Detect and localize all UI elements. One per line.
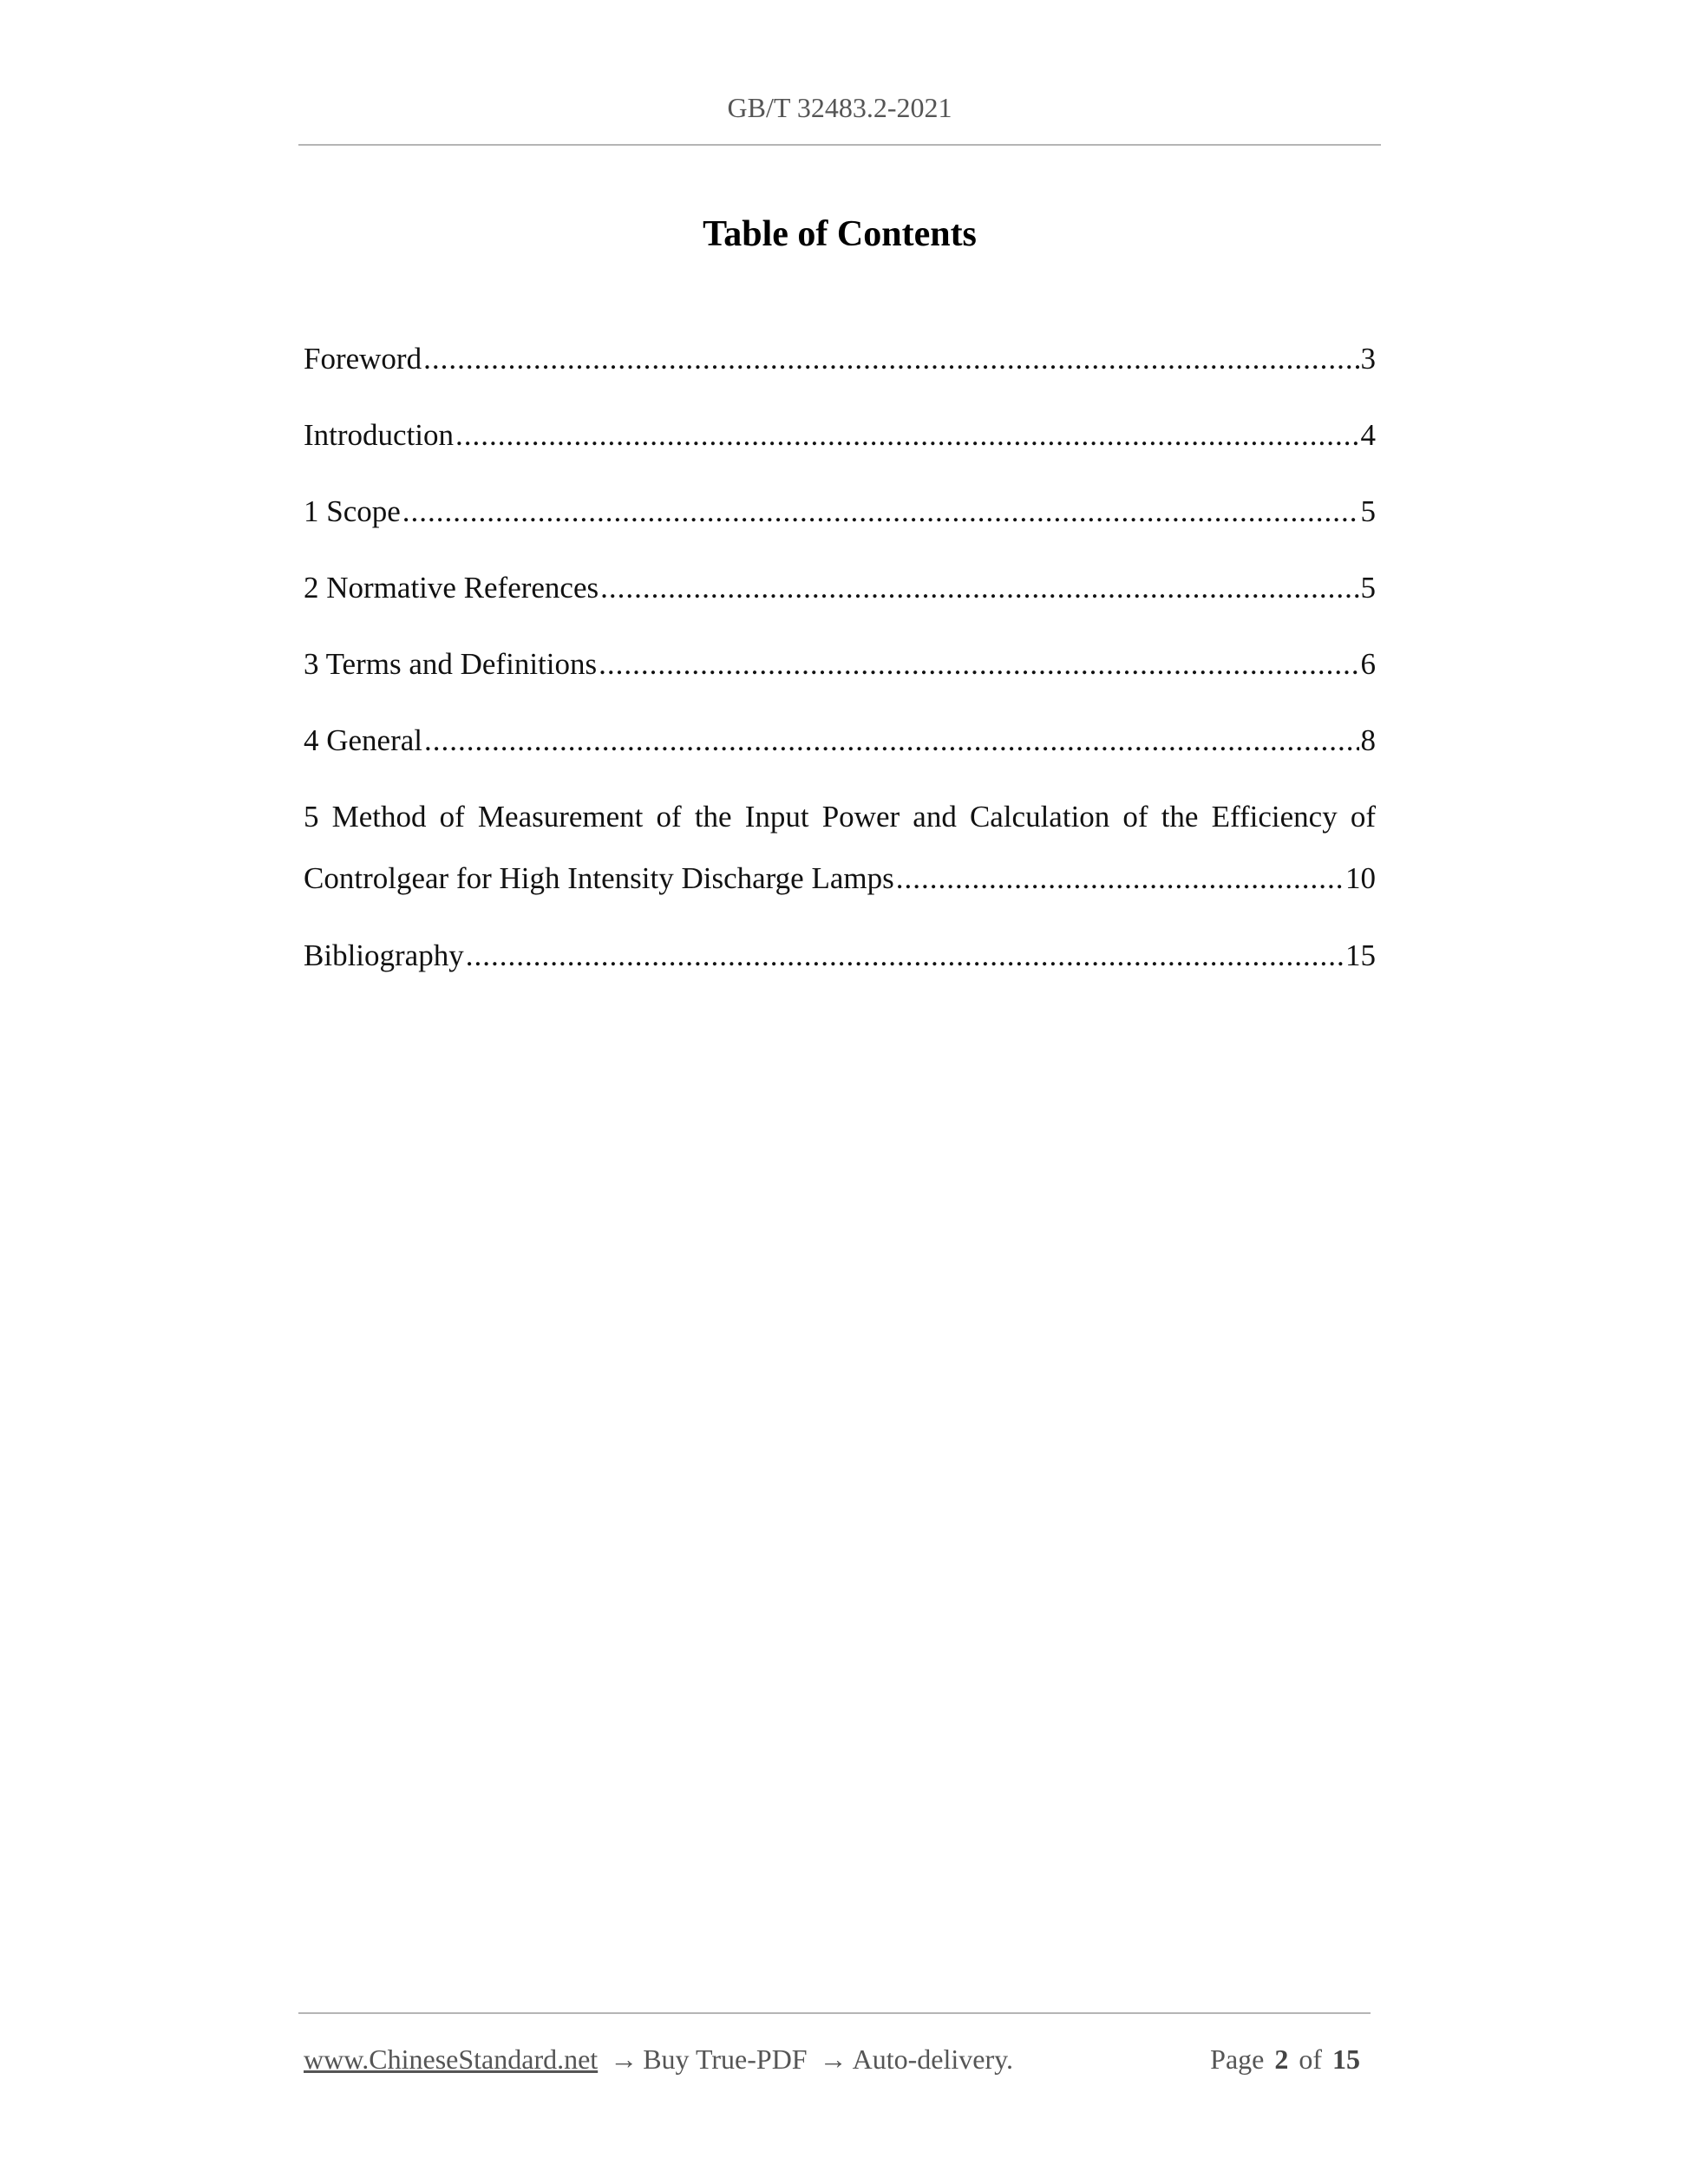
toc-leader-dots [599, 645, 1358, 683]
footer-promo [304, 2042, 1013, 2076]
toc-entry-page: 5 [1360, 571, 1376, 605]
toc-leader-dots [466, 937, 1344, 975]
page-indicator [1210, 2042, 1360, 2076]
page-word: Page [1210, 2043, 1265, 2075]
toc-entry-general[interactable] [304, 722, 1376, 760]
toc-entry-terms-and-definitions[interactable] [304, 645, 1376, 683]
website-link[interactable]: www.ChineseStandard.net [304, 2043, 599, 2075]
toc-entry-page: 3 [1360, 342, 1376, 376]
toc-entry-label: 1 Scope [304, 494, 401, 528]
current-page-number: 2 [1274, 2043, 1289, 2075]
toc-entry-label: Foreword [304, 342, 422, 376]
toc-title: Table of Contents [703, 214, 977, 254]
toc-entry-introduction[interactable] [304, 416, 1376, 454]
toc-entry-label: 3 Terms and Definitions [304, 647, 598, 681]
buy-true-pdf-text: Buy True-PDF [643, 2043, 808, 2075]
toc-entry-label-line2: Controlgear for High Intensity Discharge Lamps [304, 861, 894, 895]
toc-entry-label: 4 General [304, 723, 423, 757]
standard-code: GB/T 32483.2-2021 [727, 92, 952, 123]
total-pages-number: 15 [1332, 2043, 1360, 2075]
toc-leader-dots [424, 722, 1358, 760]
toc-leader-dots [455, 416, 1358, 454]
toc-entry-label: Introduction [304, 418, 455, 452]
arrow-right-icon: → [819, 2043, 847, 2075]
auto-delivery-text: Auto-delivery. [852, 2043, 1014, 2075]
toc-entry-page: 15 [1345, 938, 1376, 972]
toc-leader-dots [402, 493, 1359, 531]
toc-entry-label: 2 Normative References [304, 571, 599, 605]
page-header [298, 0, 1381, 146]
toc-entry-page: 8 [1360, 723, 1376, 757]
toc-entry-page: 5 [1360, 494, 1376, 528]
toc-entry-scope[interactable] [304, 493, 1376, 531]
toc-entry-page: 4 [1360, 418, 1376, 452]
toc-entry-label: Bibliography [304, 938, 464, 972]
of-word: of [1299, 2043, 1322, 2075]
arrow-right-icon: → [610, 2043, 638, 2075]
toc-leader-dots [423, 340, 1358, 378]
toc-entry-foreword[interactable] [304, 340, 1376, 378]
toc-entry-method-of-measurement[interactable] [304, 798, 1376, 898]
page-footer [298, 2012, 1371, 2075]
toc-entry-bibliography[interactable] [304, 937, 1376, 975]
toc-leader-dots [600, 569, 1358, 607]
toc-entry-page: 10 [1345, 861, 1376, 895]
toc-entry-label-line1: 5 Method of Measurement of the Input Power and Calculation of the Efficiency of [304, 800, 1376, 834]
toc-entry-normative-references[interactable] [304, 569, 1376, 607]
toc-leader-dots [896, 860, 1344, 898]
toc-entry-page: 6 [1360, 647, 1376, 681]
